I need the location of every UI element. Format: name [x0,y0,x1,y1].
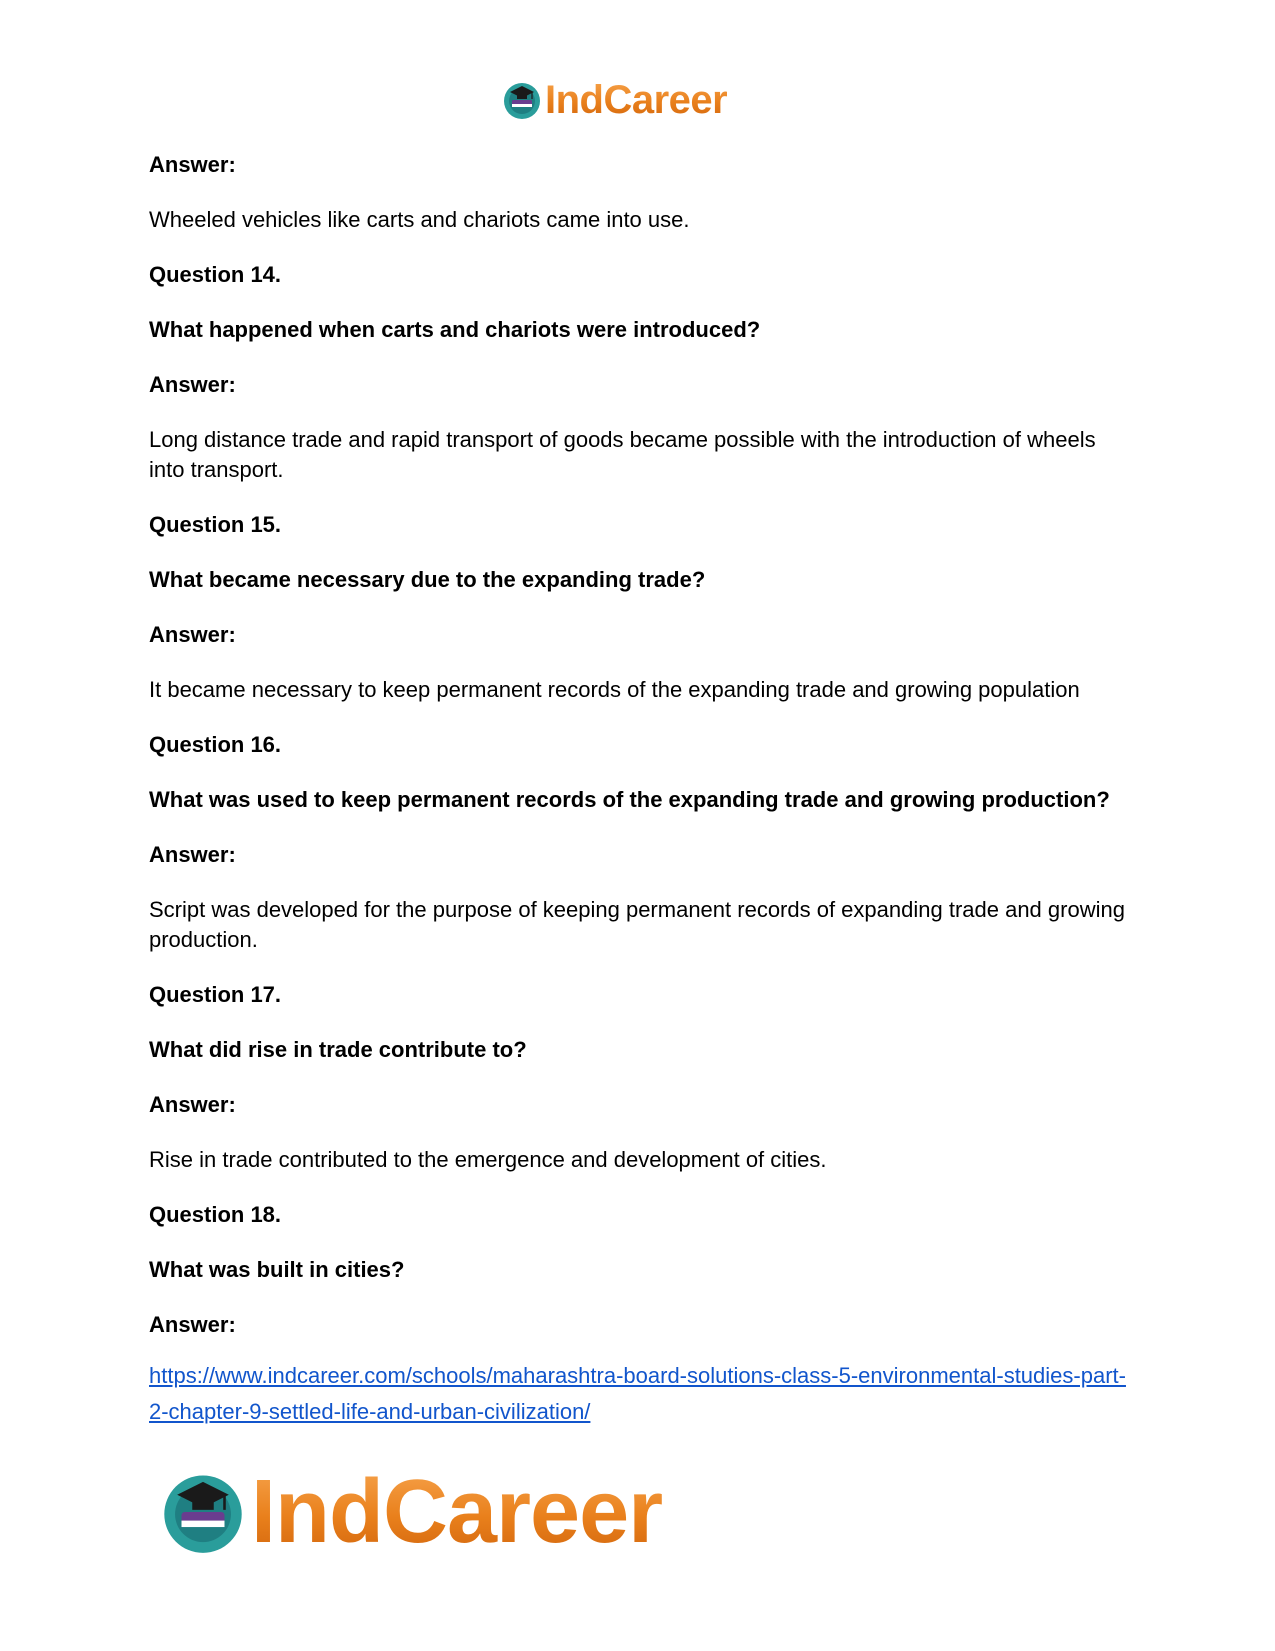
question-number: Question 17. [149,982,282,1007]
logo-wordmark: IndCareer [545,78,728,122]
question-text: What was built in cities? [149,1257,405,1282]
answer-label: Answer: [149,1092,236,1117]
qa-content [149,150,1129,1430]
question-text: What was used to keep permanent records of the expanding trade and growing production? [149,787,1110,812]
header-logo [502,80,727,120]
question-text: What did rise in trade contribute to? [149,1037,527,1062]
answer-text: Rise in trade contributed to the emergence and development of cities. [149,1147,827,1172]
answer-label: Answer: [149,152,236,177]
footer-logo [160,1462,663,1562]
answer-text: Long distance trade and rapid transport of goods became possible with the introduction of wheels into transport. [149,427,1096,482]
answer-label: Answer: [149,842,236,867]
answer-label: Answer: [149,372,236,397]
source-link[interactable]: https://www.indcareer.com/schools/maharashtra-board-solutions-class-5-environmental-studies-part-2-chapter-9-settled-life-and-urban-civilization/ [149,1363,1126,1424]
question-text: What happened when carts and chariots were introduced? [149,317,761,342]
question-number: Question 16. [149,732,282,757]
answer-text: It became necessary to keep permanent records of the expanding trade and growing population [149,677,1080,702]
question-number: Question 18. [149,1202,282,1227]
question-text: What became necessary due to the expanding trade? [149,567,706,592]
question-number: Question 15. [149,512,282,537]
answer-label: Answer: [149,622,236,647]
graduation-globe-icon [502,80,542,120]
answer-text: Wheeled vehicles like carts and chariots came into use. [149,207,690,232]
graduation-globe-icon [160,1469,246,1555]
answer-text: Script was developed for the purpose of keeping permanent records of expanding trade and growing production. [149,897,1125,952]
answer-label: Answer: [149,1312,236,1337]
logo-wordmark: IndCareer [251,1462,663,1562]
question-number: Question 14. [149,262,282,287]
